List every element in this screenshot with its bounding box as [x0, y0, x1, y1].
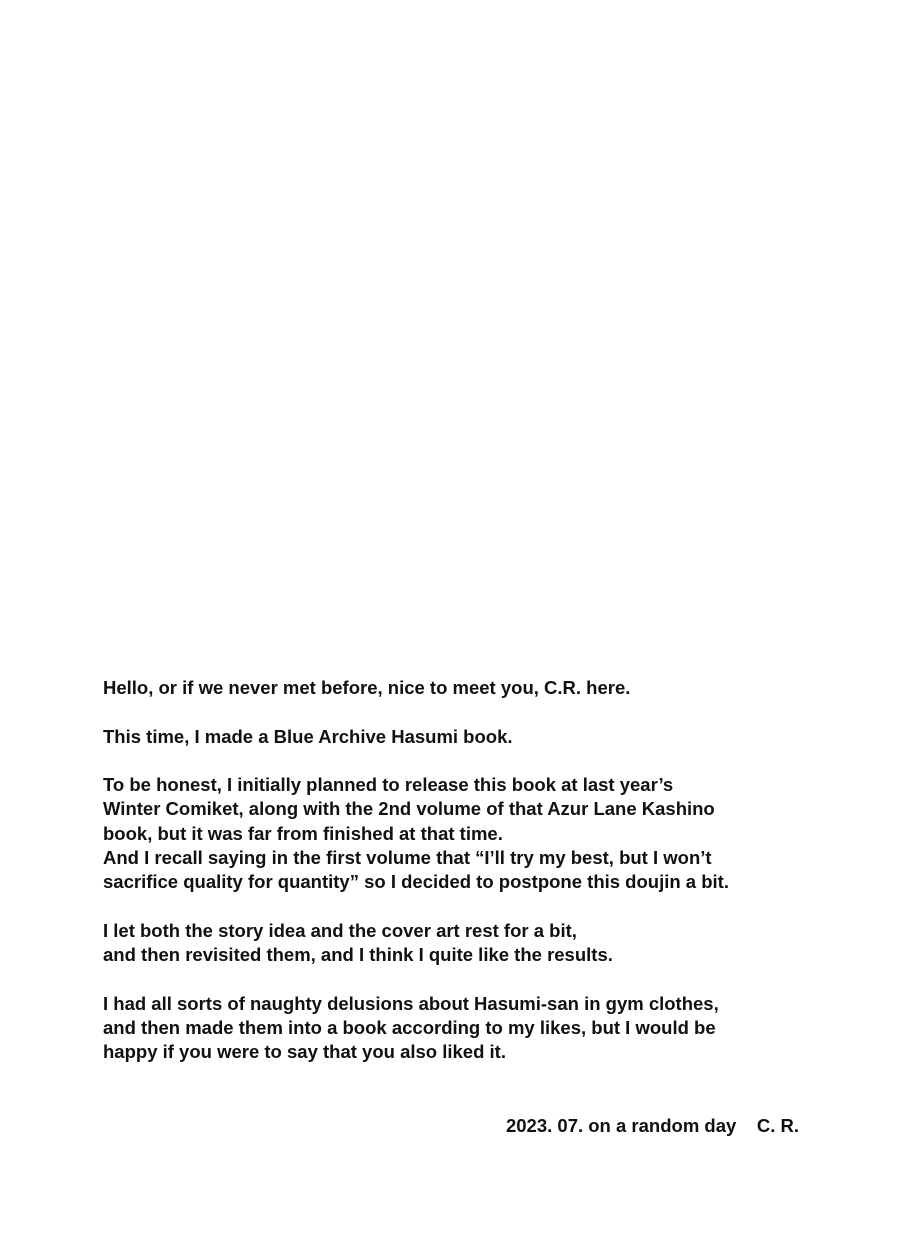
date-signature: 2023. 07. on a random day C. R.: [505, 1115, 799, 1136]
paragraph-gap: [103, 968, 843, 992]
paragraph-line: and then revisited them, and I think I quite like the results.: [103, 944, 613, 966]
paragraph-line: Winter Comiket, along with the 2nd volume of that Azur Lane Kashino: [103, 798, 715, 820]
paragraph-gap: [103, 700, 843, 724]
greeting-line: Hello, or if we never met before, nice to meet you, C.R. here.: [103, 677, 631, 698]
paragraph-line: book, but it was far from finished at that time.: [103, 822, 503, 844]
intro-line: This time, I made a Blue Archive Hasumi book.: [103, 725, 513, 747]
paragraph-line: and then made them into a book according to my likes, but I would be: [103, 1017, 716, 1039]
paragraph-line: And I recall saying in the first volume that “I’ll try my best, but I won’t: [103, 847, 712, 869]
paragraph-line: I had all sorts of naughty delusions about Hasumi-san in gym clothes,: [103, 992, 719, 1014]
paragraph-gap: [103, 749, 843, 773]
afterword-text: [103, 676, 843, 1065]
paragraph-line: happy if you were to say that you also liked it.: [103, 1041, 506, 1063]
paragraph-gap: [103, 895, 843, 919]
paragraph-line: To be honest, I initially planned to release this book at last year’s: [103, 774, 674, 796]
paragraph-line: sacrifice quality for quantity” so I decided to postpone this doujin a bit.: [103, 871, 729, 893]
paragraph-line: I let both the story idea and the cover art rest for a bit,: [103, 919, 577, 941]
